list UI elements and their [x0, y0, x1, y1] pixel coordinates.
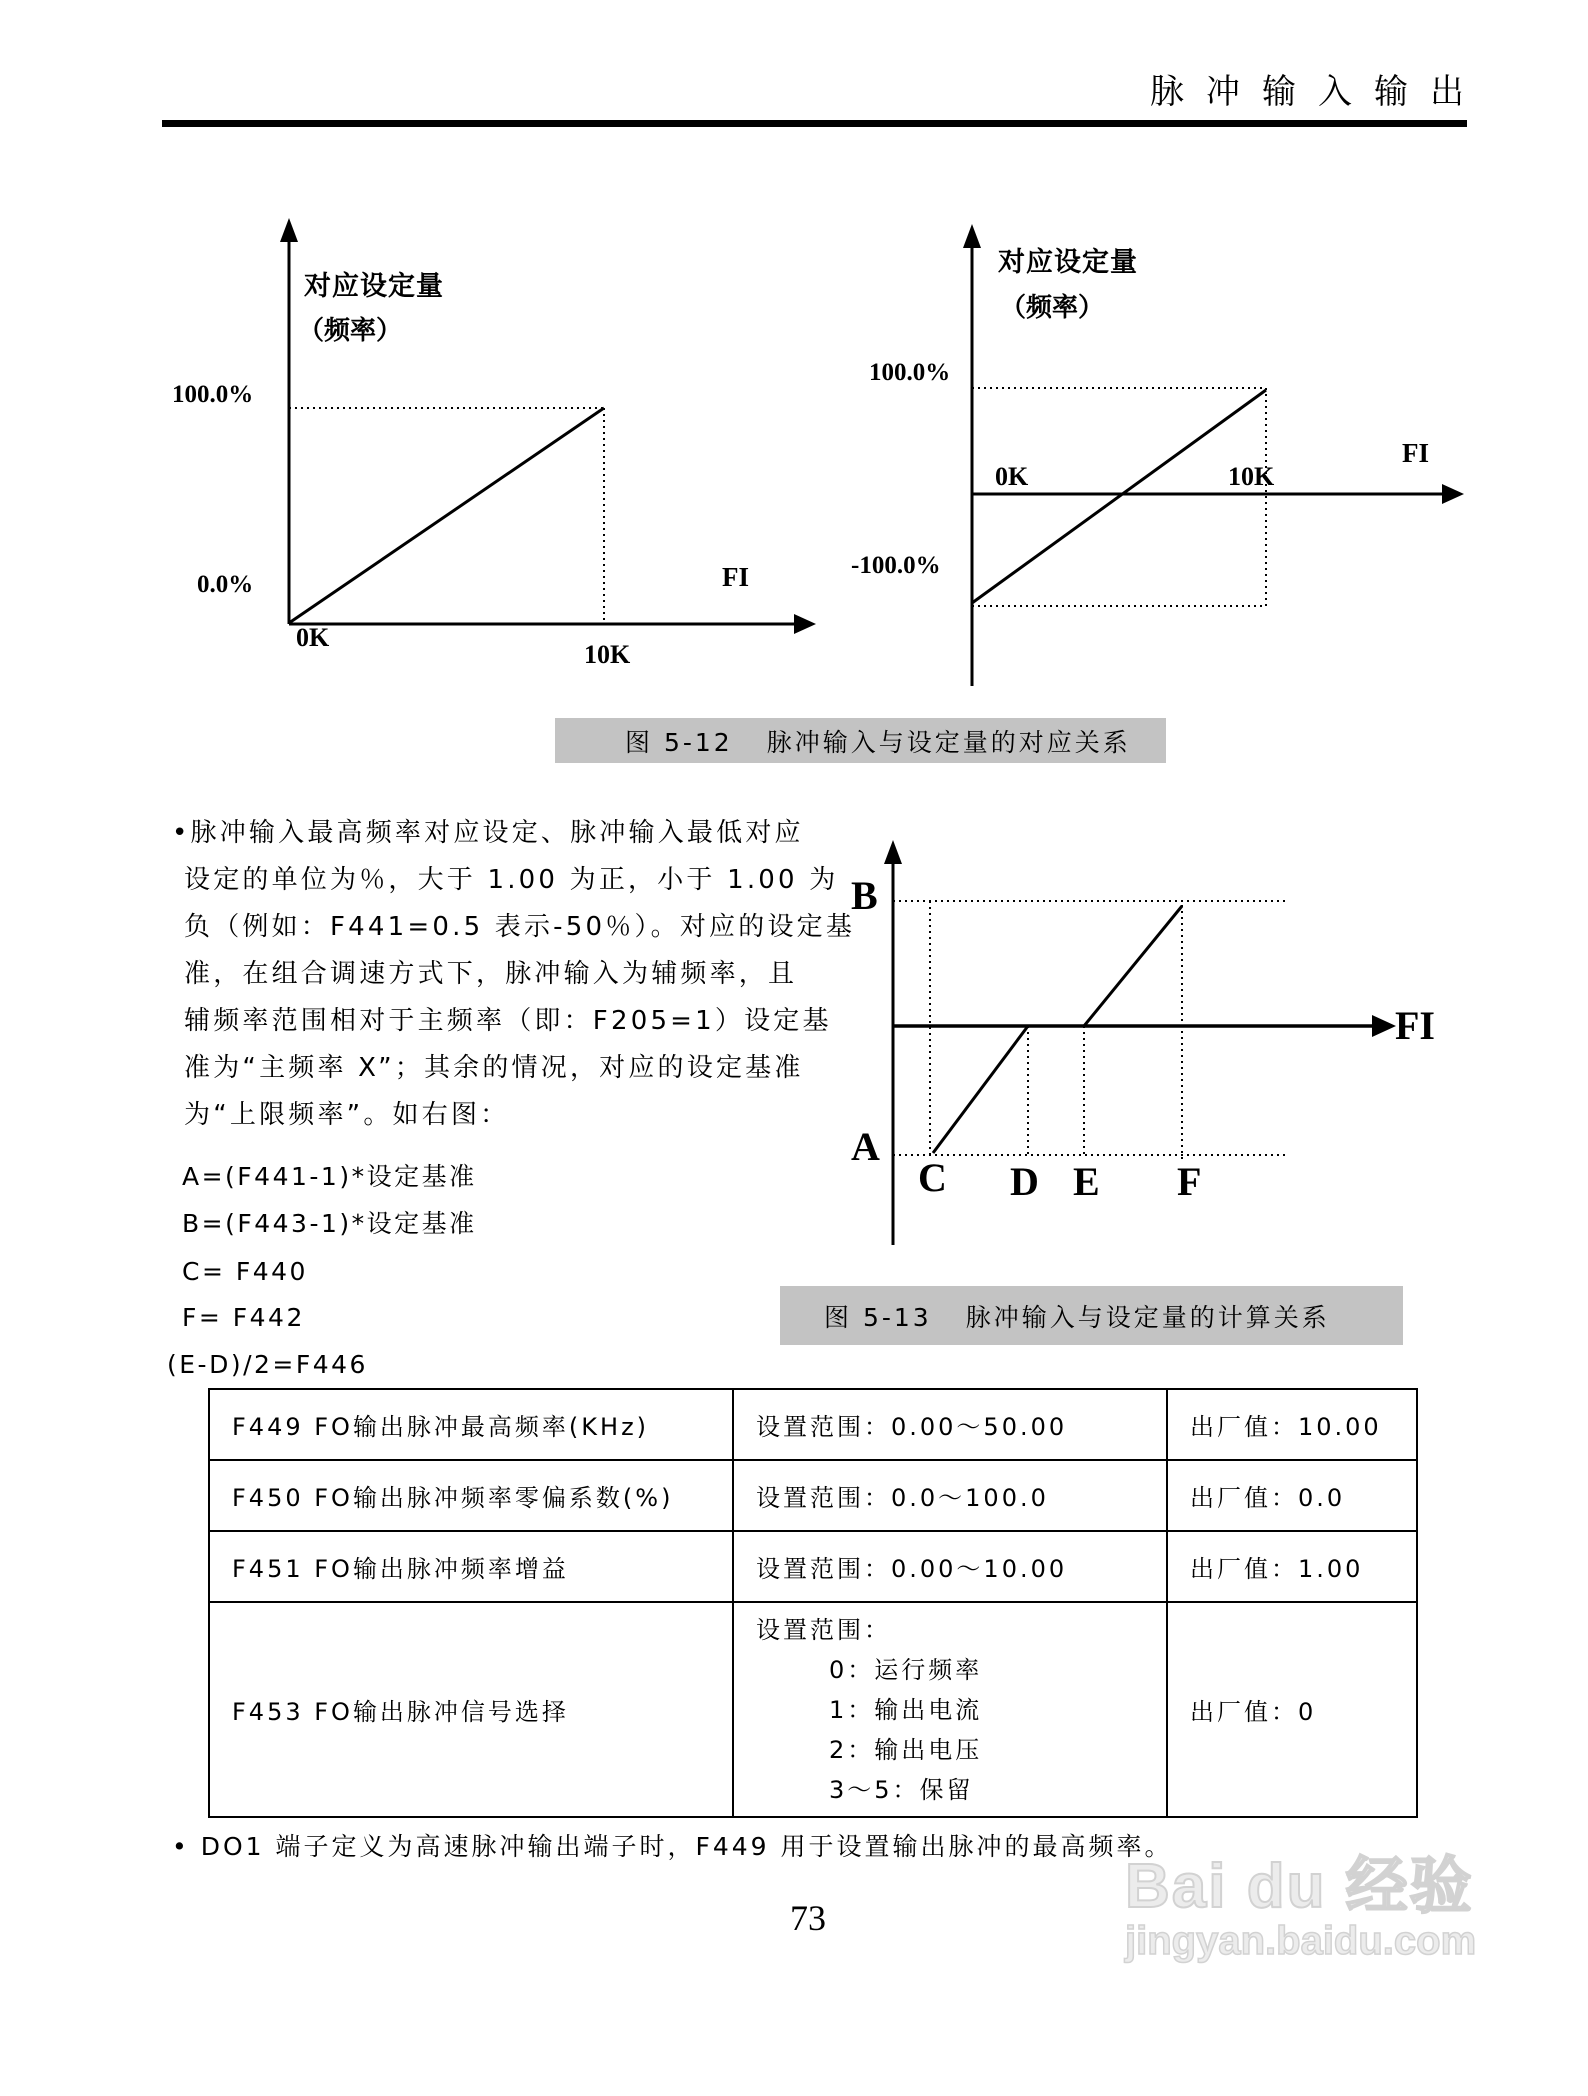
y-axis-sublabel: （频率）	[298, 316, 403, 346]
x-tick-10k: 10K	[584, 640, 631, 669]
param-range-list	[733, 1602, 1167, 1817]
figure-caption-5-13	[780, 1286, 1403, 1345]
caption-text: 脉冲输入与设定量的计算关系	[965, 1302, 1330, 1332]
formula-b: B=(F443-1)*设定基准	[182, 1209, 477, 1238]
x-axis-arrow-icon	[1372, 1015, 1396, 1037]
paragraph-line-5: 辅频率范围相对于主频率（即：F205=1）设定基	[184, 1006, 832, 1036]
y-tick-100: 100.0%	[869, 359, 951, 386]
table-row	[209, 1602, 1417, 1817]
label-b: B	[851, 873, 878, 918]
table-row	[209, 1460, 1417, 1531]
label-e: E	[1073, 1159, 1100, 1204]
param-name: F450 FO输出脉冲频率零偏系数(%)	[209, 1460, 733, 1531]
param-default: 出厂值：1.00	[1167, 1531, 1417, 1602]
y-tick-100: 100.0%	[172, 381, 254, 408]
paragraph-line-1: •脉冲输入最高频率对应设定、脉冲输入最低对应	[172, 818, 804, 848]
x-tick-0k: 0K	[995, 462, 1029, 491]
parameter-table	[208, 1388, 1418, 1818]
watermark-brand: Bai du 经验	[1125, 1852, 1474, 1921]
data-line-lower	[933, 1026, 1028, 1153]
formula-c: C= F440	[182, 1257, 308, 1286]
param-default: 出厂值：0.0	[1167, 1460, 1417, 1531]
paragraph-line-7: 为“上限频率”。如右图：	[184, 1100, 510, 1130]
param-name: F451 FO输出脉冲频率增益	[209, 1531, 733, 1602]
formula-e-d: (E-D)/2=F446	[167, 1350, 368, 1379]
chapter-title: 脉冲输入输出	[1150, 72, 1486, 112]
param-default: 出厂值：10.00	[1167, 1389, 1417, 1460]
param-range: 设置范围：0.00～50.00	[733, 1389, 1167, 1460]
caption-text: 脉冲输入与设定量的对应关系	[766, 727, 1131, 757]
formula-a: A=(F441-1)*设定基准	[182, 1162, 477, 1191]
label-d: D	[1010, 1159, 1039, 1204]
range-option: 0：运行频率	[829, 1655, 983, 1684]
y-axis-sublabel: （频率）	[1000, 293, 1105, 323]
caption-number: 图 5-13	[824, 1302, 932, 1332]
data-line-upper	[1084, 906, 1182, 1026]
param-default: 出厂值：0	[1167, 1602, 1417, 1817]
footnote: • DO1 端子定义为高速脉冲输出端子时，F449 用于设置输出脉冲的最高频率。	[172, 1832, 1173, 1861]
param-range: 设置范围：0.0～100.0	[733, 1460, 1167, 1531]
range-option: 1：输出电流	[829, 1695, 983, 1724]
label-a: A	[851, 1124, 880, 1169]
param-range: 设置范围：0.00～10.00	[733, 1531, 1167, 1602]
paragraph-line-2: 设定的单位为％，大于 1.00 为正，小于 1.00 为	[184, 865, 839, 895]
formula-f: F= F442	[182, 1303, 305, 1332]
range-title: 设置范围：	[756, 1615, 891, 1644]
y-axis-label: 对应设定量	[304, 271, 444, 302]
y-tick-0: 0.0%	[197, 571, 254, 598]
param-name: F453 FO输出脉冲信号选择	[209, 1602, 733, 1817]
x-axis-label: FI	[1395, 1003, 1435, 1048]
table-row	[209, 1531, 1417, 1602]
range-option: 2：输出电压	[829, 1735, 983, 1764]
x-axis-label: FI	[722, 562, 749, 592]
y-axis-label: 对应设定量	[998, 247, 1138, 278]
baidu-watermark	[1125, 1852, 1477, 1963]
paragraph-line-4: 准，在组合调速方式下，脉冲输入为辅频率，且	[184, 959, 798, 989]
x-axis-label: FI	[1402, 438, 1429, 468]
x-tick-0k: 0K	[296, 623, 330, 652]
paragraph-line-6: 准为“主频率 X”；其余的情况，对应的设定基准	[184, 1053, 804, 1083]
label-f: F	[1177, 1159, 1202, 1204]
page-number: 73	[790, 1898, 826, 1938]
param-name: F449 FO输出脉冲最高频率(KHz)	[209, 1389, 733, 1460]
y-axis-arrow-icon	[884, 840, 902, 864]
x-tick-10k: 10K	[1228, 462, 1275, 491]
table-row	[209, 1389, 1417, 1460]
caption-number: 图 5-12	[625, 727, 733, 757]
y-tick-minus-100: -100.0%	[851, 552, 941, 579]
watermark-url: jingyan.baidu.com	[1125, 1919, 1477, 1963]
label-c: C	[918, 1155, 947, 1200]
paragraph-line-3: 负（例如：F441=0.5 表示-50％）。对应的设定基	[184, 912, 856, 942]
range-option: 3～5：保留	[829, 1775, 974, 1804]
